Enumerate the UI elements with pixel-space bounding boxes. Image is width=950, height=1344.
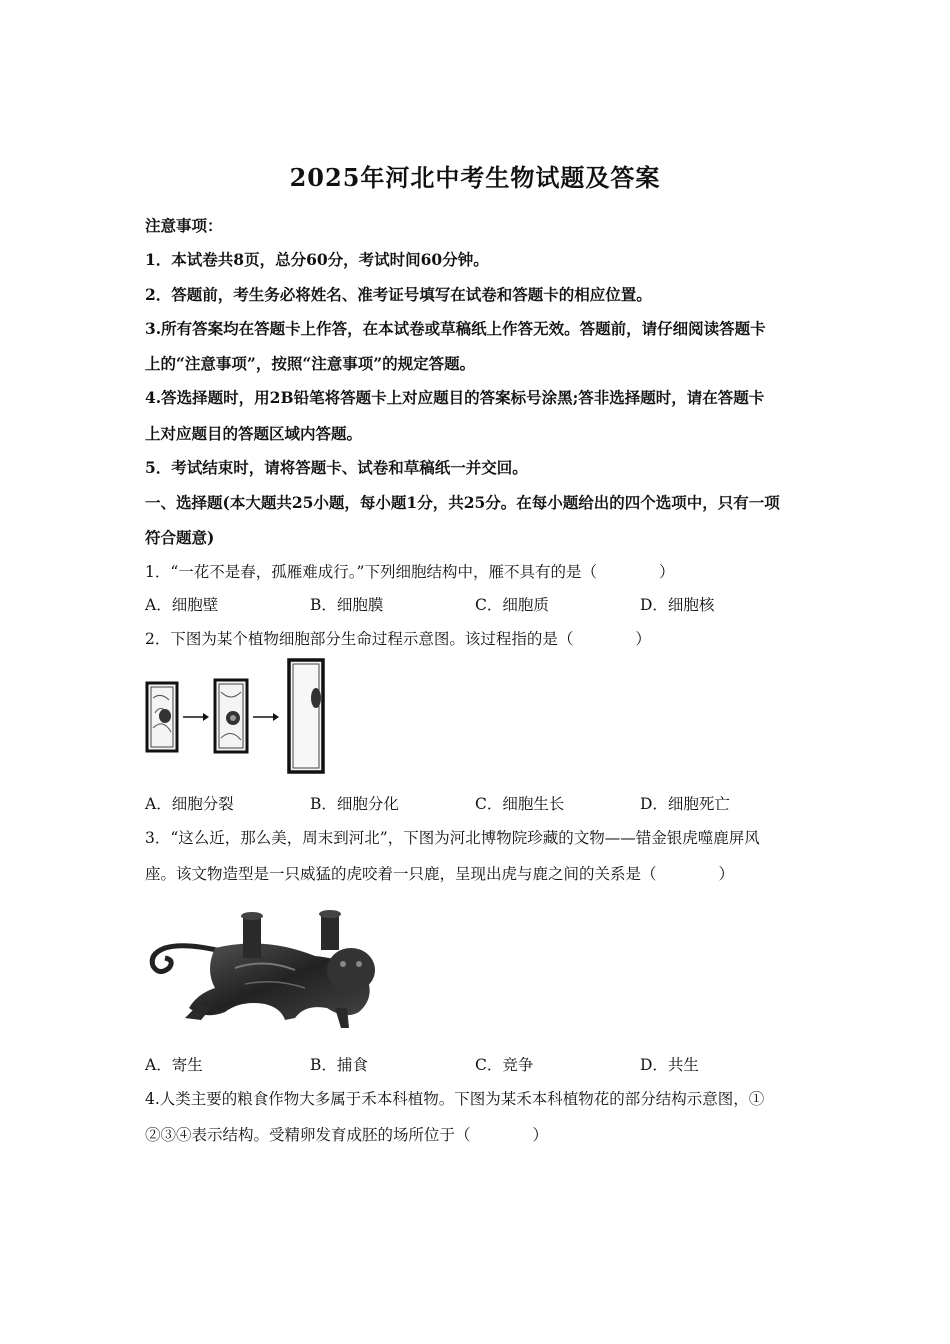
arrow-icon: [253, 713, 279, 721]
question-3-option-d: D．共生: [640, 1056, 699, 1074]
arrow-icon: [183, 713, 209, 721]
section-heading-cont: 符合题意): [145, 528, 215, 547]
notice-item-1: 1．本试卷共8页，总分60分，考试时间60分钟。: [145, 250, 489, 269]
section-heading: 一、选择题(本大题共25小题，每小题1分，共25分。在每小题给出的四个选项中，只有一项: [145, 493, 780, 512]
question-1-stem: 1．“一花不是春，孤雁难成行。”下列细胞结构中，雁不具有的是（ ）: [145, 563, 675, 581]
question-4-stem: 4.人类主要的粮食作物大多属于禾本科植物。下图为某禾本科植物花的部分结构示意图，①: [145, 1090, 765, 1108]
question-2-option-c: C．细胞生长: [475, 795, 565, 813]
notice-item-4-cont: 上对应题目的答题区域内答题。: [145, 424, 363, 443]
notice-heading: 注意事项：: [145, 216, 223, 235]
question-2-stem: 2．下图为某个植物细胞部分生命过程示意图。该过程指的是（ ）: [145, 630, 651, 648]
question-1-option-d: D．细胞核: [640, 596, 715, 614]
question-3-option-b: B．捕食: [310, 1056, 368, 1074]
question-3-option-c: C．竞争: [475, 1056, 534, 1074]
question-1-option-c: C．细胞质: [475, 596, 549, 614]
plant-cell-1: [147, 683, 177, 751]
page-title: 2025年河北中考生物试题及答案: [289, 163, 661, 192]
notice-item-3-cont: 上的“注意事项”，按照“注意事项”的规定答题。: [145, 354, 476, 373]
question-3-option-a: A．寄生: [145, 1056, 203, 1074]
question-1-option-b: B．细胞膜: [310, 596, 384, 614]
tiger-deer-relic-figure: [145, 908, 385, 1030]
plant-cell-3: [289, 660, 323, 772]
notice-item-5: 5．考试结束时，请将答题卡、试卷和草稿纸一并交回。: [145, 458, 528, 477]
question-3-stem-cont: 座。该文物造型是一只威猛的虎咬着一只鹿，呈现出虎与鹿之间的关系是（ ）: [145, 865, 735, 883]
question-2-option-d: D．细胞死亡: [640, 795, 730, 813]
question-3-stem: 3．“这么近，那么美，周末到河北”，下图为河北博物院珍藏的文物——错金银虎噬鹿屏风: [145, 829, 760, 847]
notice-item-2: 2．答题前，考生务必将姓名、准考证号填写在试卷和答题卡的相应位置。: [145, 285, 652, 304]
cell-growth-figure: [145, 658, 335, 778]
question-2-option-a: A．细胞分裂: [145, 795, 234, 813]
question-1-option-a: A．细胞壁: [145, 596, 219, 614]
notice-item-3: 3.所有答案均在答题卡上作答，在本试卷或草稿纸上作答无效。答题前，请仔细阅读答题卡: [145, 319, 766, 338]
notice-item-4: 4.答选择题时，用2B铅笔将答题卡上对应题目的答案标号涂黑;答非选择题时，请在答题卡: [145, 388, 765, 407]
question-2-option-b: B．细胞分化: [310, 795, 399, 813]
question-4-stem-cont: ②③④表示结构。受精卵发育成胚的场所位于（ ）: [145, 1126, 549, 1144]
plant-cell-2: [215, 680, 247, 752]
